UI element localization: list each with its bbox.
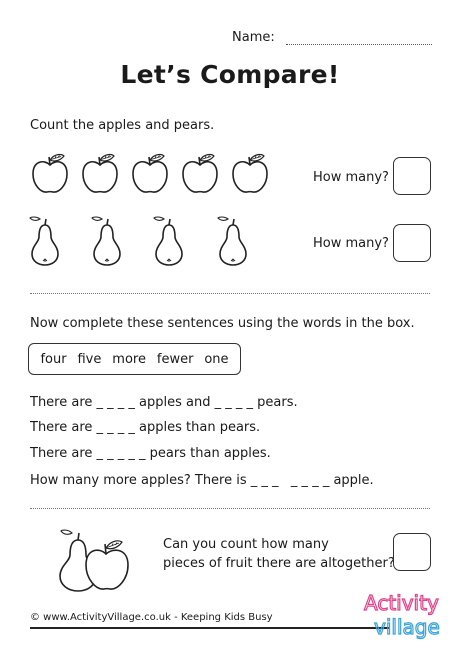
pear-icon bbox=[152, 215, 186, 267]
apple-icon bbox=[180, 152, 220, 196]
page-title: Let’s Compare! bbox=[120, 60, 340, 89]
pear-icon bbox=[90, 215, 124, 267]
pears-how-many-label: How many? bbox=[313, 236, 389, 251]
pear-icon bbox=[28, 215, 62, 267]
footer-rule bbox=[30, 627, 390, 629]
pear-icon bbox=[216, 215, 250, 267]
pears-answer-box[interactable] bbox=[393, 224, 431, 262]
altogether-answer-box[interactable] bbox=[393, 533, 431, 571]
word-box bbox=[28, 343, 241, 375]
name-input-line[interactable] bbox=[286, 44, 432, 45]
word-box-item: five bbox=[77, 351, 102, 367]
apple-icon bbox=[230, 152, 270, 196]
word-box-item: one bbox=[204, 351, 229, 367]
question-line-2: pieces of fruit there are altogether? bbox=[163, 556, 395, 571]
sentence-3: There are _ _ _ _ _ pears than apples. bbox=[30, 446, 271, 461]
pear-and-apple-icon bbox=[48, 528, 138, 594]
sentence-2: There are _ _ _ _ apples than pears. bbox=[30, 420, 261, 435]
footer-copyright: © www.ActivityVillage.co.uk - Keeping Kids Busy bbox=[30, 612, 273, 623]
logo-word-1: Activity bbox=[364, 591, 439, 615]
section-divider bbox=[30, 293, 430, 294]
sentence-1: There are _ _ _ _ apples and _ _ _ _ pears. bbox=[30, 395, 298, 410]
apple-icon bbox=[80, 152, 120, 196]
count-instruction: Count the apples and pears. bbox=[30, 118, 215, 133]
word-box-item: four bbox=[40, 351, 67, 367]
apples-answer-box[interactable] bbox=[393, 157, 431, 195]
logo-word-2: village bbox=[374, 615, 440, 639]
sentence-4: How many more apples? There is _ _ _ _ _ _ _ apple. bbox=[30, 473, 374, 488]
sentences-instruction: Now complete these sentences using the words in the box. bbox=[30, 316, 415, 331]
section-divider bbox=[30, 508, 430, 509]
apple-icon bbox=[30, 152, 70, 196]
apples-how-many-label: How many? bbox=[313, 170, 389, 185]
apple-icon bbox=[130, 152, 170, 196]
word-box-item: more bbox=[112, 351, 146, 367]
word-box-item: fewer bbox=[156, 351, 194, 367]
altogether-question bbox=[163, 535, 395, 573]
activity-village-logo bbox=[360, 588, 444, 644]
question-line-1: Can you count how many bbox=[163, 537, 329, 552]
name-label: Name: bbox=[232, 30, 275, 45]
